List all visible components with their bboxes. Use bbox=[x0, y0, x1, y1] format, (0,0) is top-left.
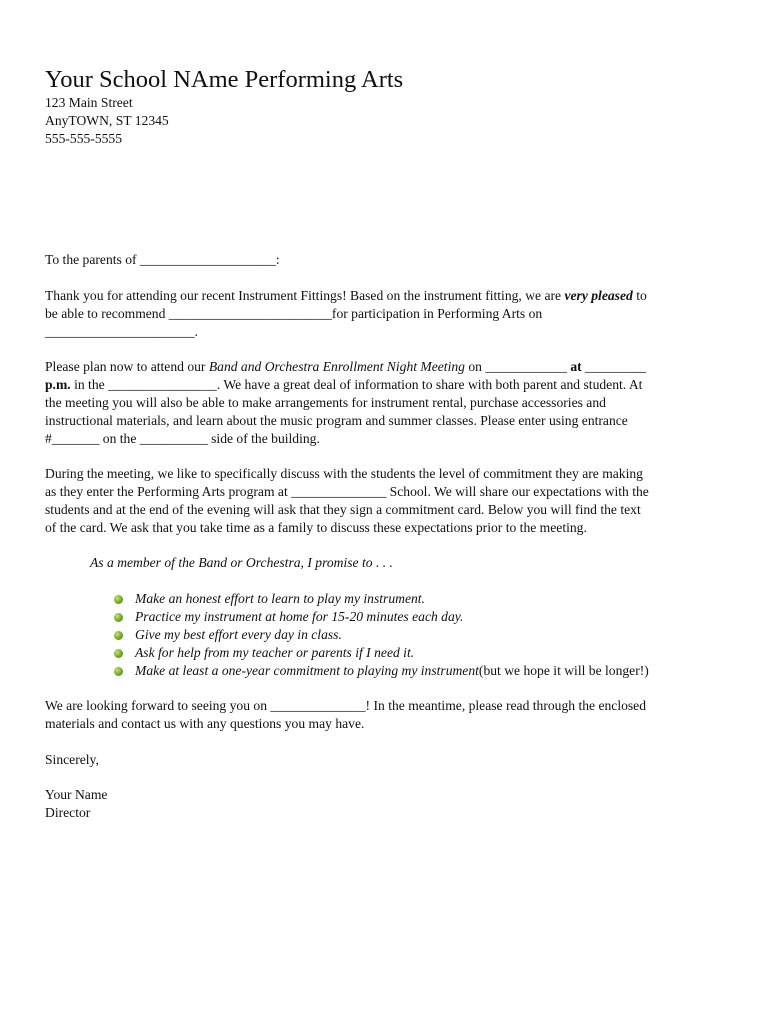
bold-text: p.m. bbox=[45, 377, 71, 392]
list-item bbox=[114, 644, 649, 662]
paragraph-meeting bbox=[45, 358, 725, 448]
paragraph-text: Please plan now to attend our bbox=[45, 359, 209, 374]
address-city: AnyTOWN, ST 12345 bbox=[45, 113, 169, 128]
list-item bbox=[114, 626, 649, 644]
paragraph-recommendation bbox=[45, 287, 725, 341]
green-bullet-icon bbox=[114, 667, 123, 676]
salutation-line: To the parents of ____________________: bbox=[45, 252, 280, 267]
promise-text: Give my best effort every day in class. bbox=[135, 627, 342, 642]
salutation bbox=[45, 251, 725, 269]
bold-text: at bbox=[570, 359, 582, 374]
green-bullet-icon bbox=[114, 649, 123, 658]
green-bullet-icon bbox=[114, 631, 123, 640]
emphasis-text: very pleased bbox=[564, 288, 633, 303]
signature-block bbox=[45, 786, 725, 822]
paragraph-line: as they enter the Performing Arts program at ______________ School. We will share our expectations with the bbox=[45, 484, 649, 499]
address-street: 123 Main Street bbox=[45, 95, 133, 110]
paragraph-line bbox=[45, 376, 725, 394]
signature-name: Your Name bbox=[45, 787, 108, 802]
paragraph-line: During the meeting, we like to specifically discuss with the students the level of commitment they are making bbox=[45, 466, 643, 481]
promise-heading: As a member of the Band or Orchestra, I promise to . . . bbox=[90, 555, 393, 570]
promise-list bbox=[114, 590, 649, 680]
paragraph-line: the meeting you will also be able to make arrangements for instrument rental, purchase accessories and bbox=[45, 395, 606, 410]
paragraph-line: students and at the end of the evening will ask that they sign a commitment card. Below you will find the text bbox=[45, 502, 641, 517]
promise-text: Make at least a one-year commitment to playing my instrument bbox=[135, 663, 479, 678]
meeting-name: Band and Orchestra Enrollment Night Meeting bbox=[208, 359, 465, 374]
promise-aside: (but we hope it will be longer!) bbox=[478, 663, 649, 678]
paragraph-line: We are looking forward to seeing you on ______________! In the meantime, please read through the enclosed bbox=[45, 698, 647, 713]
paragraph-line: be able to recommend ________________________for participation in Performing Arts on bbox=[45, 306, 543, 321]
paragraph-text: Thank you for attending our recent Instrument Fittings! Based on the instrument fitting, we are bbox=[45, 288, 565, 303]
paragraph-line: ______________________. bbox=[45, 324, 198, 339]
paragraph-line bbox=[45, 287, 725, 305]
list-item bbox=[114, 590, 649, 608]
green-bullet-icon bbox=[114, 613, 123, 622]
paragraph-line: #_______ on the __________ side of the building. bbox=[45, 431, 320, 446]
paragraph-text: on ____________ bbox=[464, 359, 571, 374]
signature-title: Director bbox=[45, 805, 91, 820]
list-item bbox=[114, 608, 649, 626]
valediction bbox=[45, 751, 725, 769]
promise-text: Ask for help from my teacher or parents if I need it. bbox=[135, 645, 415, 660]
paragraph-line bbox=[45, 358, 725, 376]
promise-text: Make an honest effort to learn to play my instrument. bbox=[135, 591, 425, 606]
paragraph-text: in the ________________. We have a great deal of information to share with both parent and student. At bbox=[70, 377, 643, 392]
paragraph-line: materials and contact us with any questions you may have. bbox=[45, 716, 365, 731]
address-block bbox=[45, 94, 169, 148]
promise-text: Practice my instrument at home for 15-20 minutes each day. bbox=[135, 609, 464, 624]
green-bullet-icon bbox=[114, 595, 123, 604]
school-name-heading: Your School NAme Performing Arts bbox=[45, 66, 404, 93]
paragraph-closing bbox=[45, 697, 725, 733]
sincerely-text: Sincerely, bbox=[45, 752, 99, 767]
paragraph-commitment bbox=[45, 465, 725, 537]
address-phone: 555-555-5555 bbox=[45, 131, 123, 146]
list-item bbox=[114, 662, 649, 680]
paragraph-text: to bbox=[632, 288, 647, 303]
paragraph-text: _________ bbox=[581, 359, 647, 374]
paragraph-line: of the card. We ask that you take time as a family to discuss these expectations prior to the meeting. bbox=[45, 520, 587, 535]
paragraph-line: instructional materials, and learn about the music program and summer classes. Please enter using entrance bbox=[45, 413, 628, 428]
